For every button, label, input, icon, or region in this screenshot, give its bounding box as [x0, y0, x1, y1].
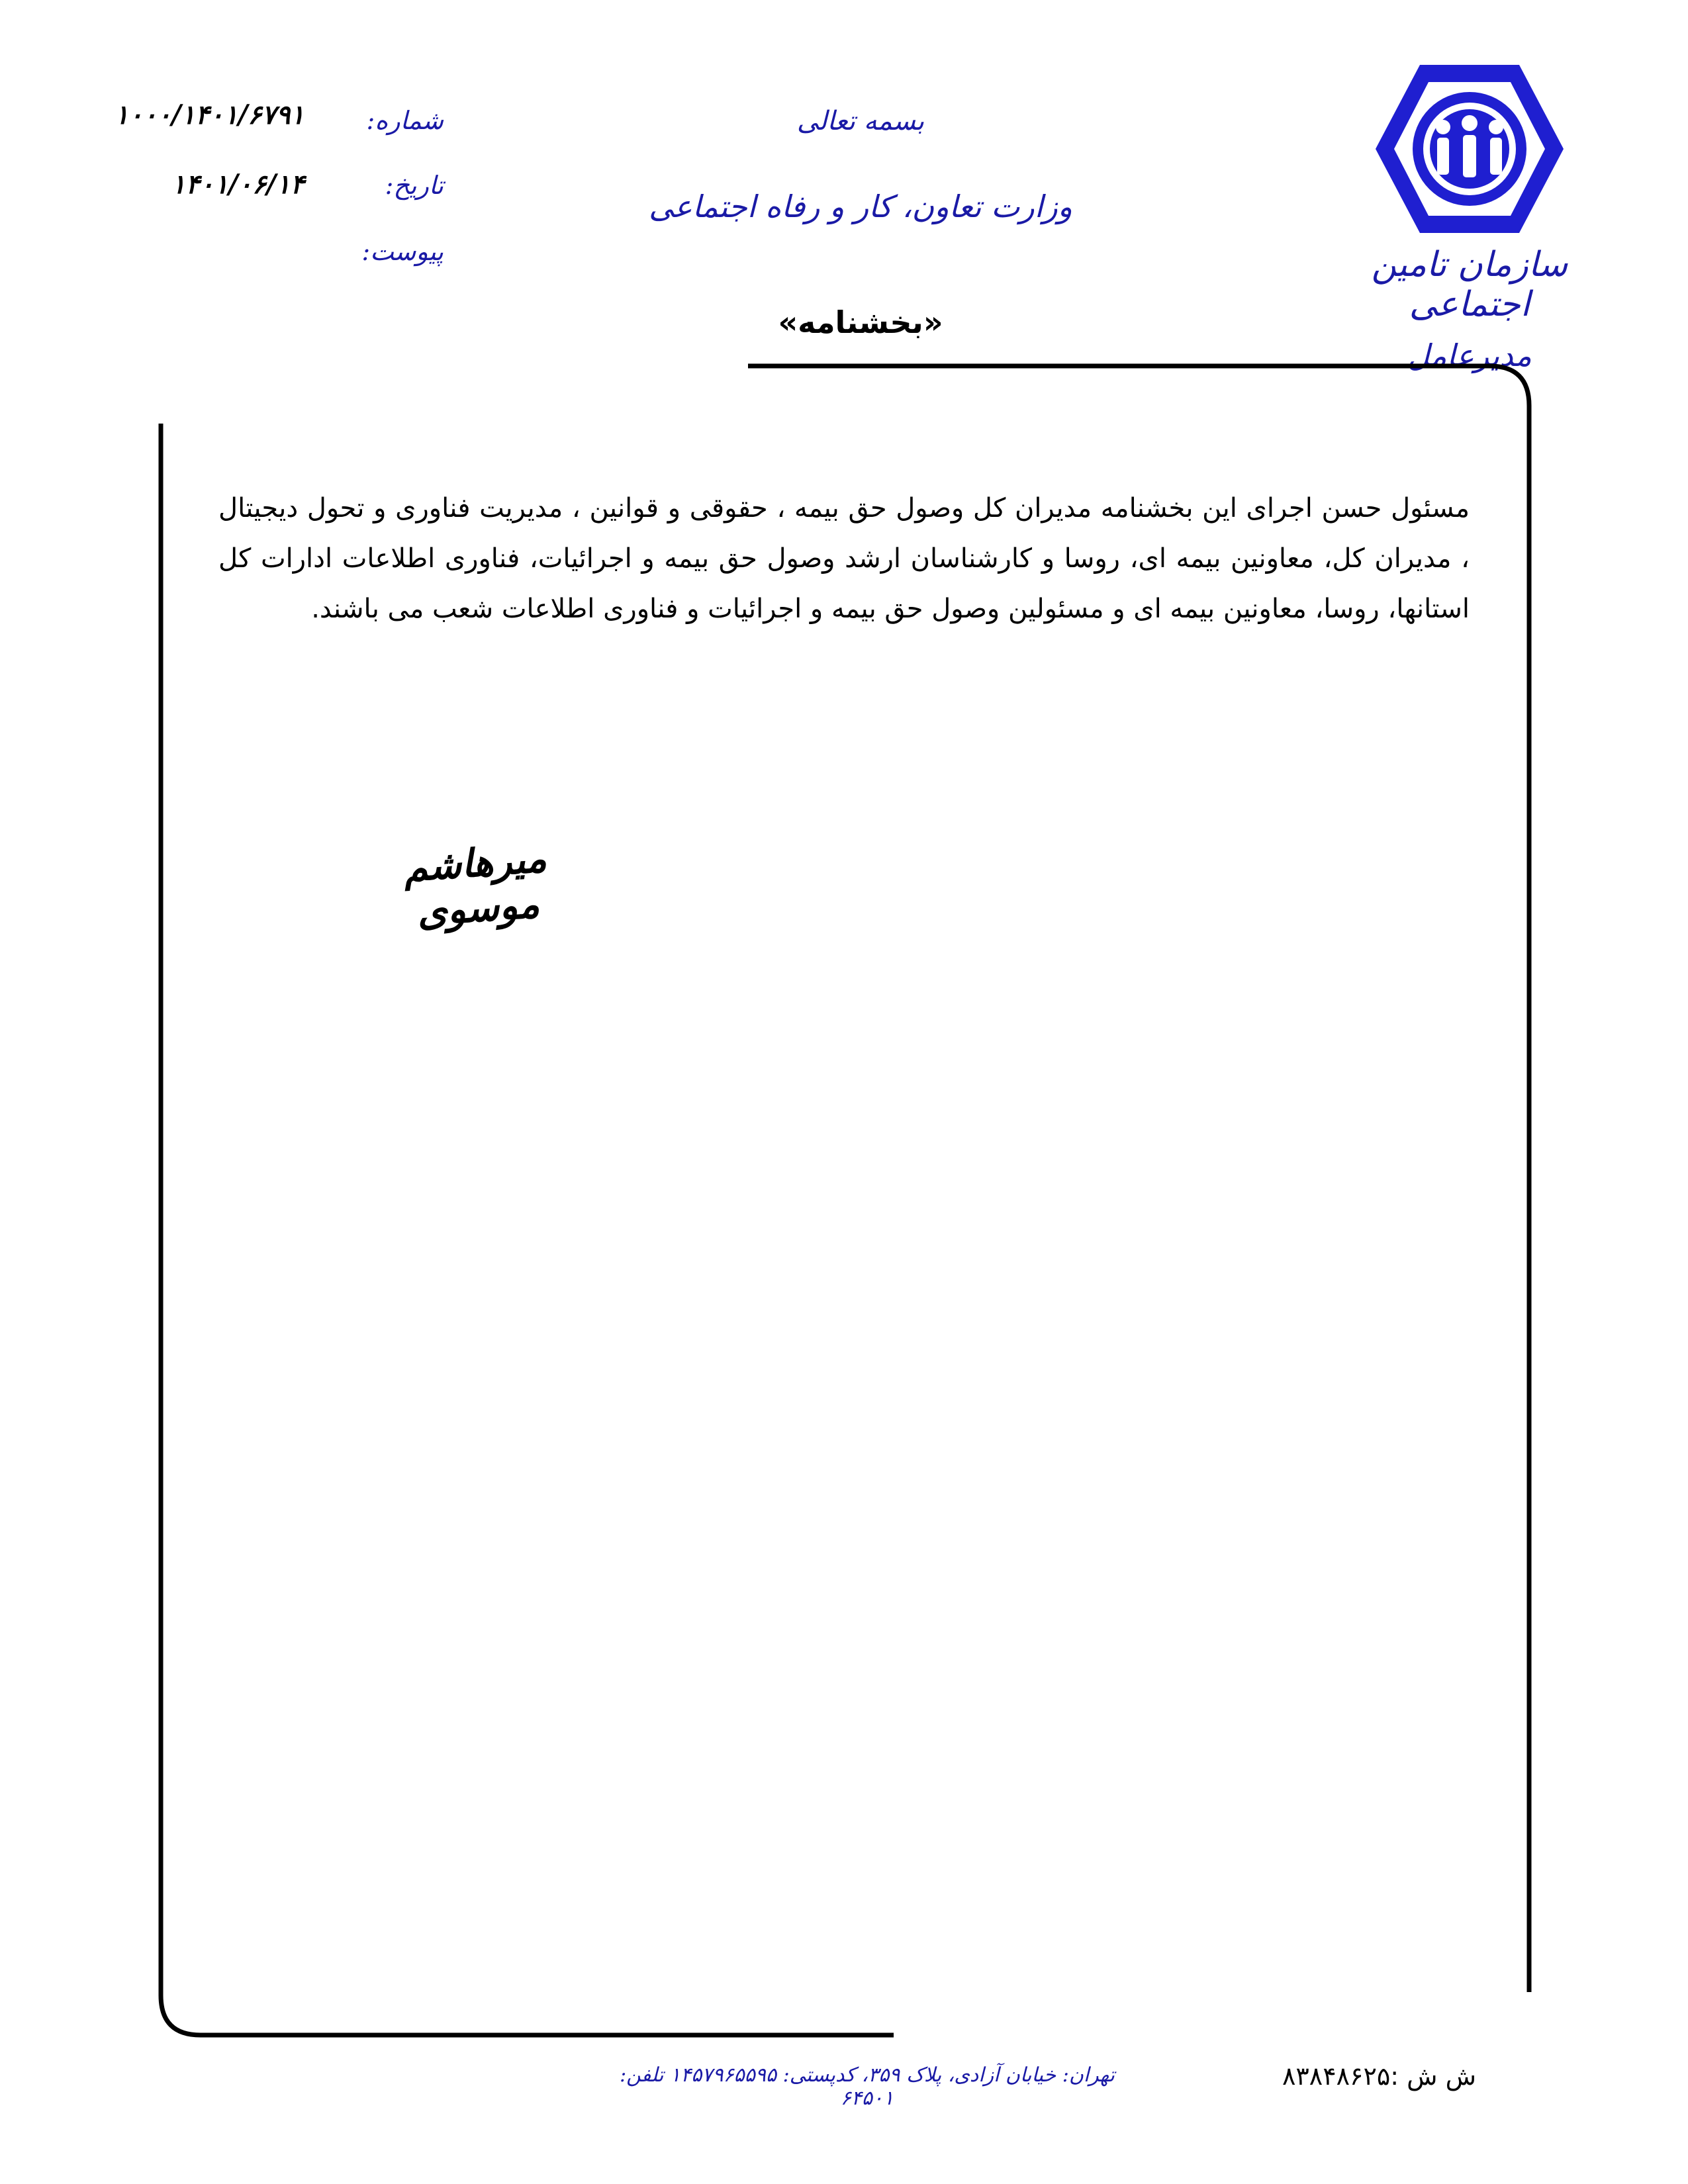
document-title: «بخشنامه» — [778, 304, 943, 340]
org-name: سازمان تامین اجتماعی — [1371, 245, 1568, 324]
attachment-label: پیوست: — [361, 237, 444, 266]
date-value: ۱۴۰۱/۰۶/۱۴ — [171, 169, 305, 200]
circular-body-text: مسئول حسن اجرای این بخشنامه مدیران کل وصول حق بیمه ، حقوقی و قوانین ، مدیریت فناوری و تحول دیجیتال ، مدیران کل، معاونین بیمه ای، روسا و کارشناسان ارشد وصول حق بیمه و اجرائیات، فناوری اطلاعات ادارات کل استانها، روسا، معاونین بیمه ای و مسئولین وصول حق بیمه و اجرائیات و فناوری اطلاعات شعب می باشند. — [218, 493, 1470, 624]
ministry-name: وزارت تعاون، کار و رفاه اجتماعی — [649, 189, 1072, 224]
number-label: شماره: — [366, 106, 444, 135]
org-subtitle: مدیرعامل — [1407, 338, 1532, 373]
signature: میرهاشم موسوی — [402, 835, 548, 935]
number-value: ۱۰۰۰/۱۴۰۱/۶۷۹۱ — [114, 99, 305, 130]
footer-address: تهران: خیابان آزادی، پلاک ۳۵۹، کدپستی: ۱۴۵۷۹۶۵۵۹۵ تلفن: ۶۴۵۰۱ — [620, 2064, 1115, 2110]
basmala: بسمه تعالی — [796, 106, 925, 136]
date-label: تاریخ: — [385, 171, 444, 200]
footer-code: ش ش :۸۳۸۴۸۶۲۵ — [1282, 2062, 1476, 2091]
